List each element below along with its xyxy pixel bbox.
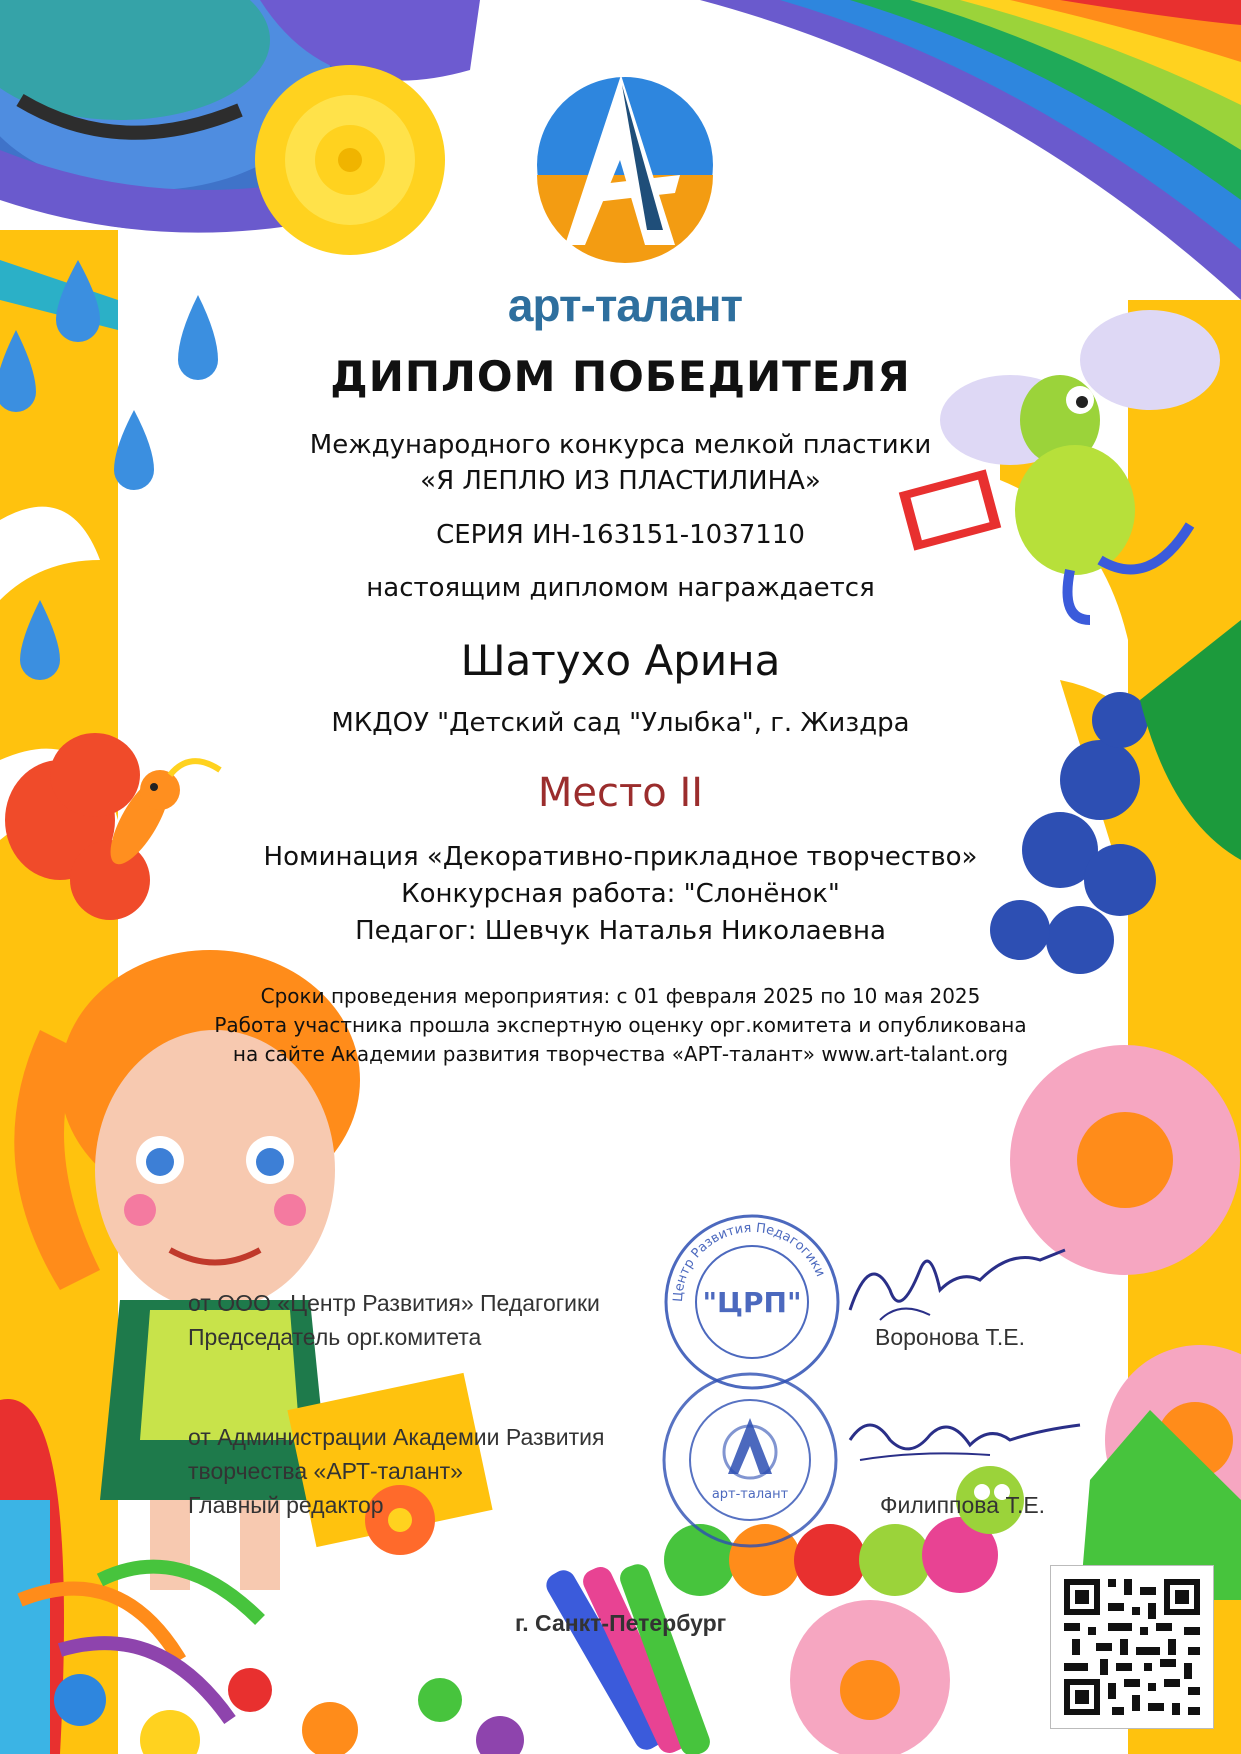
awarded-text: настоящим дипломом награждается <box>366 573 875 603</box>
signatory1-organization: от ООО «Центр Развития» Педагогики <box>188 1290 600 1316</box>
diploma-title: ДИПЛОМ ПОБЕДИТЕЛЯ <box>330 352 911 401</box>
city: г. Санкт-Петербург <box>515 1610 727 1636</box>
stamp-ring-text: Центр Развития Педагогики <box>670 1220 828 1303</box>
recipient-organization: МКДОУ "Детский сад "Улыбка", г. Жиздра <box>331 708 910 738</box>
logo-wordmark: арт-талант <box>507 279 743 331</box>
place-award: Место II <box>537 770 704 816</box>
nomination: Номинация «Декоративно-прикладное творчество» <box>263 842 978 872</box>
signature-filippova <box>840 1400 1090 1490</box>
signatory2-name: Филиппова Т.Е. <box>880 1492 1046 1518</box>
stamp-brand-text: арт-талант <box>711 1487 789 1502</box>
teacher: Педагог: Шевчук Наталья Николаевна <box>355 916 886 946</box>
contest-name-line1: Международного конкурса мелкой пластики <box>309 430 932 460</box>
stamp-center-text: "ЦРП" <box>702 1286 802 1319</box>
stamp-art-talant <box>660 1370 840 1550</box>
signatory2-organization-line1: от Администрации Академии Развития <box>188 1424 605 1450</box>
contest-name-line2: «Я ЛЕПЛЮ ИЗ ПЛАСТИЛИНА» <box>420 466 821 496</box>
qr-code-icon <box>1050 1565 1214 1729</box>
publication-note-line2: на сайте Академии развития творчества «АРТ-талант» www.art-talant.org <box>232 1042 1009 1066</box>
signatory1-role: Председатель орг.комитета <box>188 1324 482 1350</box>
art-talant-logo-icon <box>525 65 725 265</box>
event-dates: Сроки проведения мероприятия: с 01 февраля 2025 по 10 мая 2025 <box>260 984 981 1008</box>
series-number: СЕРИЯ ИН-163151-1037110 <box>436 520 805 550</box>
recipient-name: Шатухо Арина <box>460 636 781 685</box>
publication-note-line1: Работа участника прошла экспертную оценку орг.комитета и опубликована <box>214 1013 1027 1037</box>
stamp-crp <box>662 1212 842 1392</box>
signatory2-organization-line2: творчества «АРТ-талант» <box>188 1458 463 1484</box>
contest-work: Конкурсная работа: "Слонёнок" <box>401 879 840 909</box>
signatory2-role: Главный редактор <box>188 1492 384 1518</box>
signatory1-name: Воронова Т.Е. <box>875 1324 1025 1350</box>
